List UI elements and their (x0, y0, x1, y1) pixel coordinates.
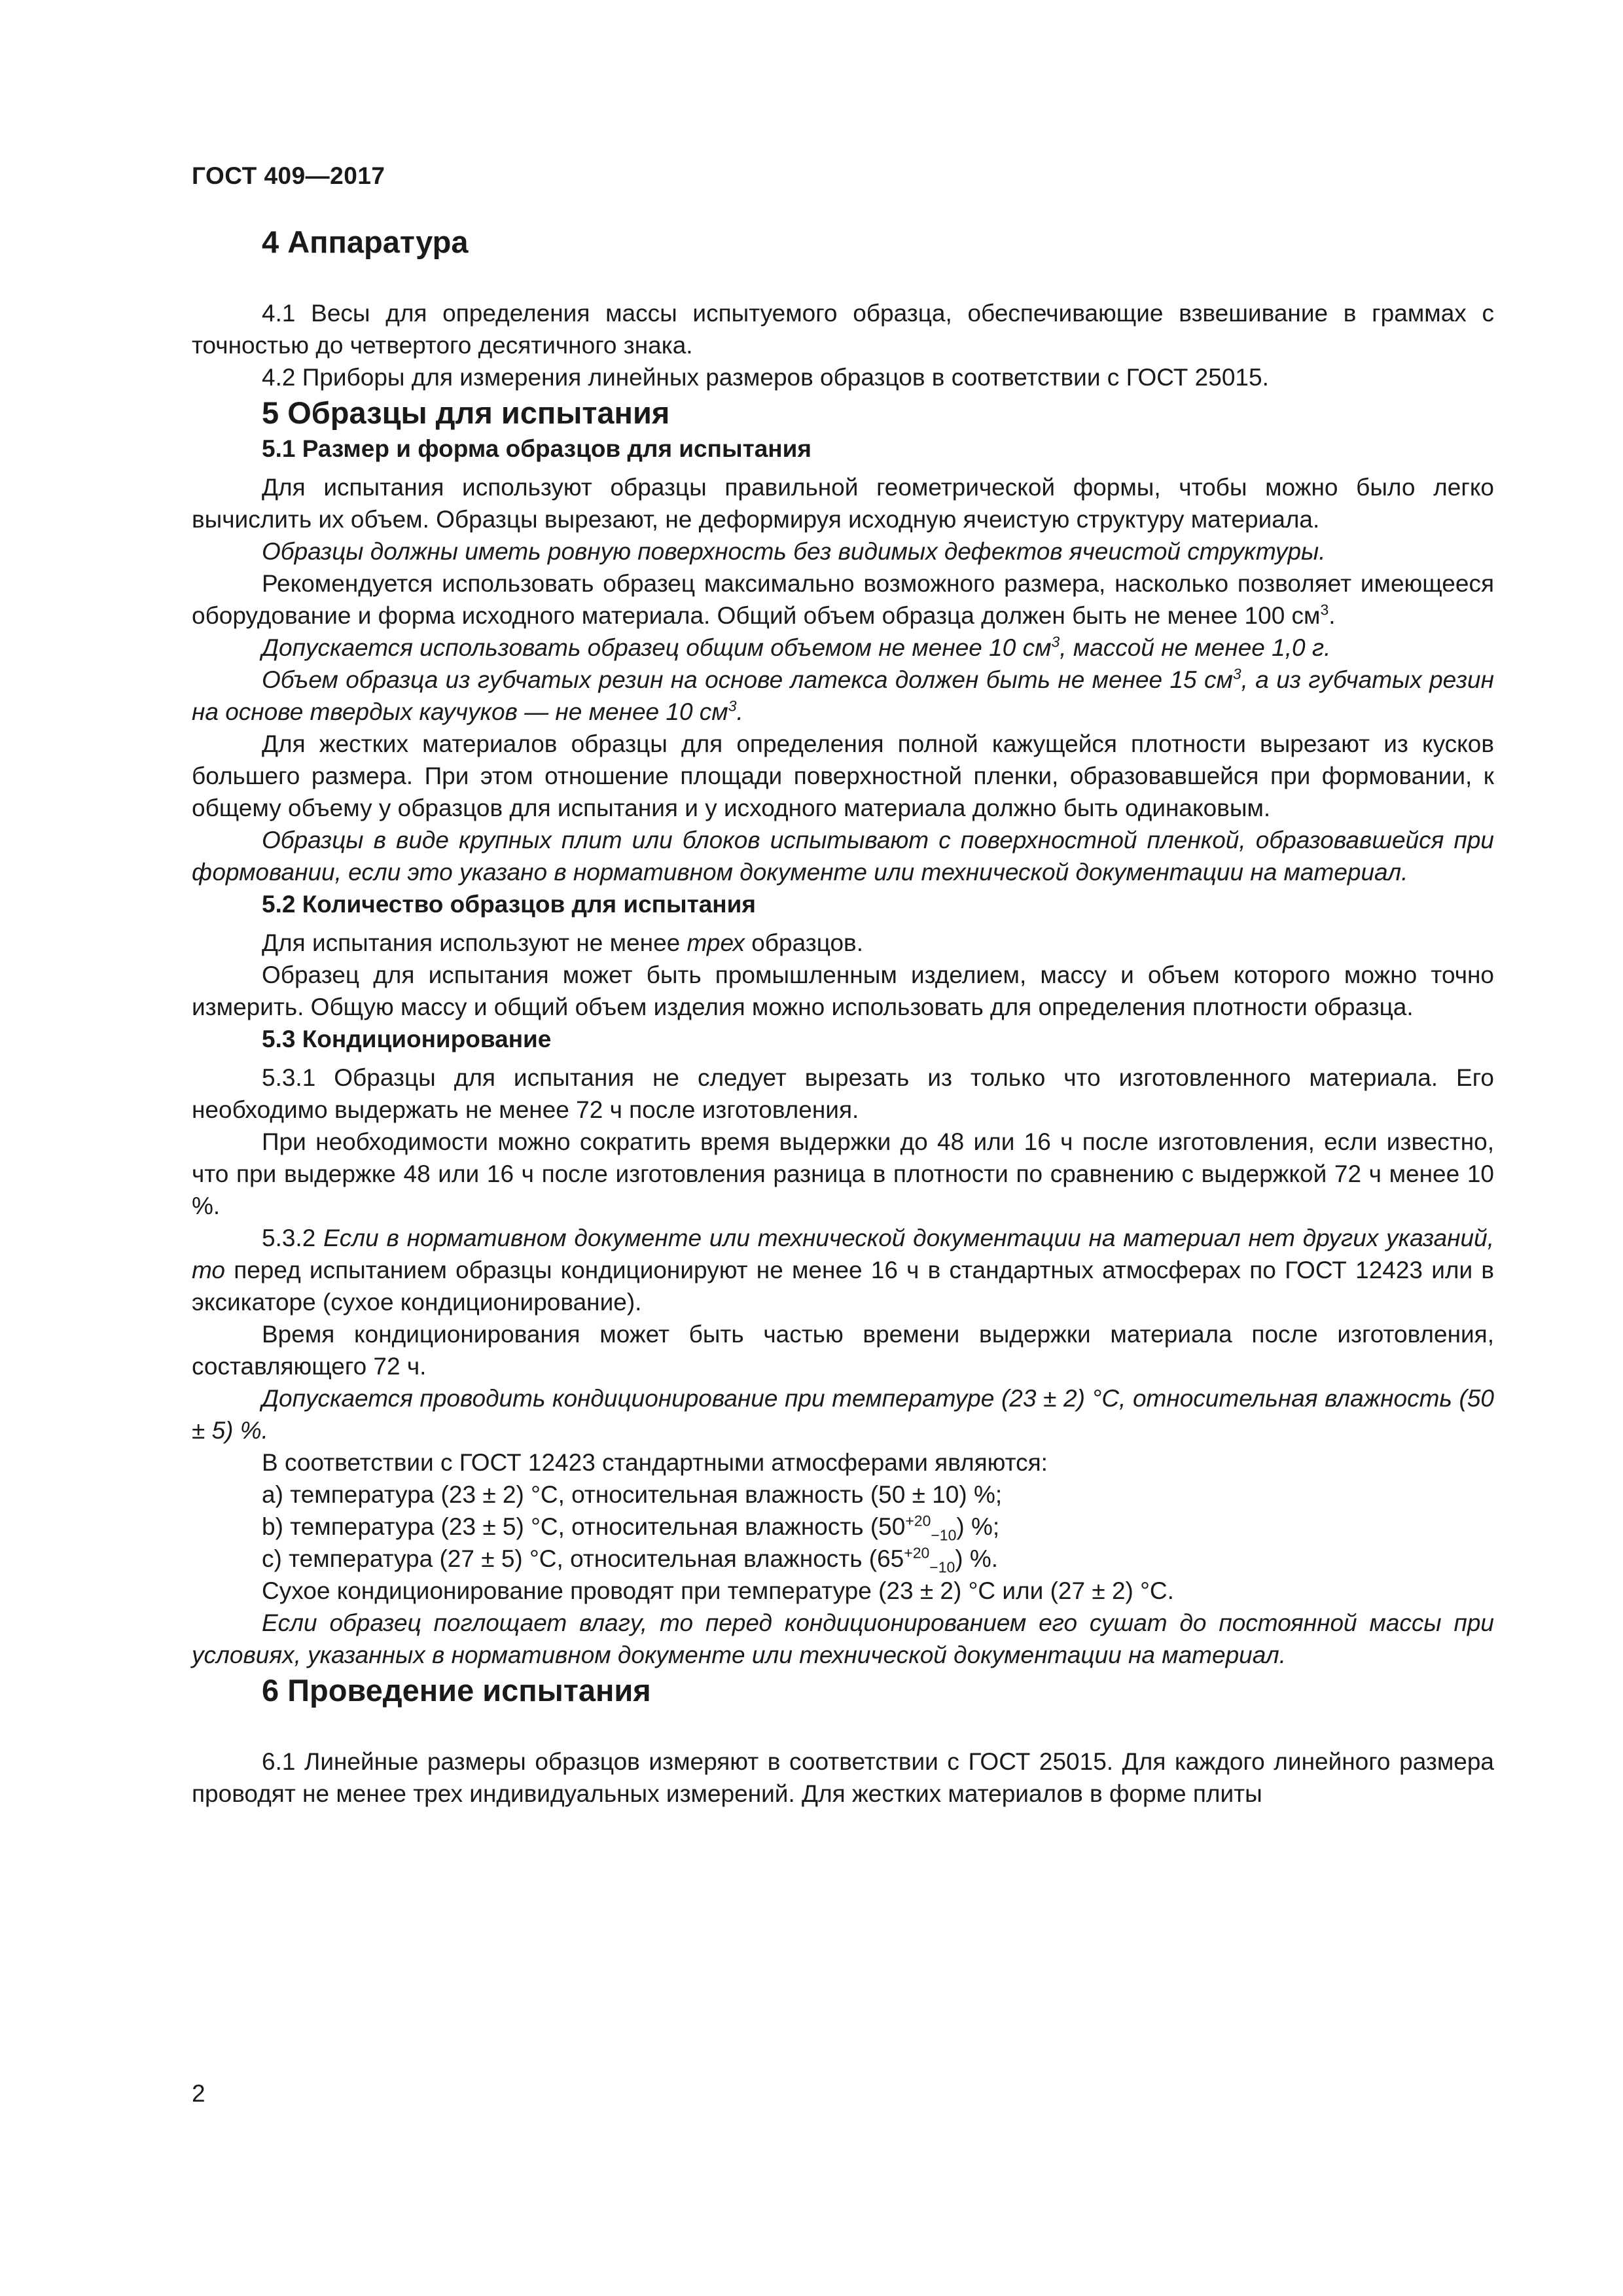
paragraph-5-3-2: 5.3.2 Если в нормативном документе или технической документации на материал нет других указаний, то перед испытанием образцы кондиционируют не менее 16 ч в стандартных атмосферах по ГОСТ 12423 или в эксикаторе (сухое кондиционирование). (192, 1225, 1494, 1316)
paragraph-6-1: 6.1 Линейные размеры образцов измеряют в соответствии с ГОСТ 25015. Для каждого линейного размера проводят не менее трех индивидуальных измерений. Для жестких материалов в форме плиты (192, 1748, 1494, 1807)
list-item-c: c) температура (27 ± 5) °С, относительная влажность $(65^{+20}_{-10})$ %. (262, 1544, 999, 1576)
paragraph-5-1-d: Допускается использовать образец общим объемом не менее 10 $см^3$, массой не менее 1,0 г. (262, 633, 1331, 661)
paragraph-5-1-c: Рекомендуется использовать образец максимально возможного размера, насколько позволяет имеющееся оборудование и форма исходного материала. Общий объем образца должен быть не менее 100 $см^3$. (192, 570, 1494, 629)
paragraph-5-3-1-b: При необходимости можно сократить время выдержки до 48 или 16 ч после изготовления, если известно, что при выдержке 48 или 16 ч после изготовления разница в плотности по сравнению с выдержкой 72 ч менее 10 %. (192, 1128, 1494, 1219)
document-header: ГОСТ 409—2017 (192, 162, 385, 189)
paragraph-5-3-2-d: В соответствии с ГОСТ 12423 стандартными атмосферами являются: (262, 1449, 1048, 1476)
paragraph-4-1: 4.1 Весы для определения массы испытуемого образца, обеспечивающие взвешивание в граммах с точностью до четвертого десятичного знака. (192, 300, 1494, 359)
paragraph-5-3-2-f: Если образец поглощает влагу, то перед кондиционированием его сушат до постоянной массы при условиях, указанных в нормативном документе или технической документации на материал. (192, 1609, 1494, 1668)
subsection-5-2-title: 5.2 Количество образцов для испытания (262, 891, 756, 918)
paragraph-5-2-b: Образец для испытания может быть промышленным изделием, массу и объем которого можно точно измерить. Общую массу и общий объем изделия можно использовать для определения плотности образца. (192, 961, 1494, 1020)
paragraph-5-3-2-b: Время кондиционирования может быть частью времени выдержки материала после изготовления, составляющего 72 ч. (192, 1321, 1494, 1380)
paragraph-4-2: 4.2 Приборы для измерения линейных размеров образцов в соответствии с ГОСТ 25015. (262, 364, 1269, 391)
paragraph-5-1-e: Объем образца из губчатых резин на основе латекса должен быть не менее 15 $см^3$, а из губчатых резин на основе твердых каучуков — не менее 10 $см^3$. (192, 665, 1494, 725)
paragraph-5-1-f: Для жестких материалов образцы для определения полной кажущейся плотности вырезают из кусков большего размера. При этом отношение площади поверхностной пленки, образовавшейся при формовании, к общему объему у образцов для испытания и у исходного материала должно быть одинаковым. (192, 730, 1494, 821)
paragraph-5-1-a: Для испытания используют образцы правильной геометрической формы, чтобы можно было легко вычислить их объем. Образцы вырезают, не деформируя исходную ячеистую структуру материала. (192, 474, 1494, 533)
list-item-a: a) температура (23 ± 2) °С, относительная влажность (50 ± 10) %; (262, 1481, 1003, 1508)
paragraph-5-3-1: 5.3.1 Образцы для испытания не следует вырезать из только что изготовленного материала. Его необходимо выдержать не менее 72 ч после изготовления. (192, 1064, 1494, 1123)
paragraph-5-3-2-e: Сухое кондиционирование проводят при температуре (23 ± 2) °С или (27 ± 2) °С. (262, 1577, 1174, 1604)
section-5-title: 5 Образцы для испытания (262, 395, 670, 430)
paragraph-5-1-b: Образцы должны иметь ровную поверхность без видимых дефектов ячеистой структуры. (262, 538, 1326, 565)
paragraph-5-2-a: Для испытания используют не менее трех образцов. (262, 929, 863, 956)
section-4-title: 4 Аппаратура (262, 224, 469, 259)
paragraph-5-3-2-c: Допускается проводить кондиционирование при температуре (23 ± 2) °С, относительная влажность (50 ± 5) %. (192, 1385, 1494, 1444)
list-item-b: b) температура (23 ± 5) °С, относительная влажность $(50^{+20}_{-10})$ %; (262, 1512, 1000, 1544)
section-6-title: 6 Проведение испытания (262, 1673, 651, 1708)
document-body (192, 223, 1494, 1810)
paragraph-5-1-g: Образцы в виде крупных плит или блоков испытывают с поверхностной пленкой, образовавшейся при формовании, если это указано в нормативном документе или технической документации на материал. (192, 827, 1494, 886)
subsection-5-3-title: 5.3 Кондиционирование (262, 1026, 552, 1052)
page-number: 2 (192, 2080, 205, 2107)
subsection-5-1-title: 5.1 Размер и форма образцов для испытания (262, 435, 812, 462)
